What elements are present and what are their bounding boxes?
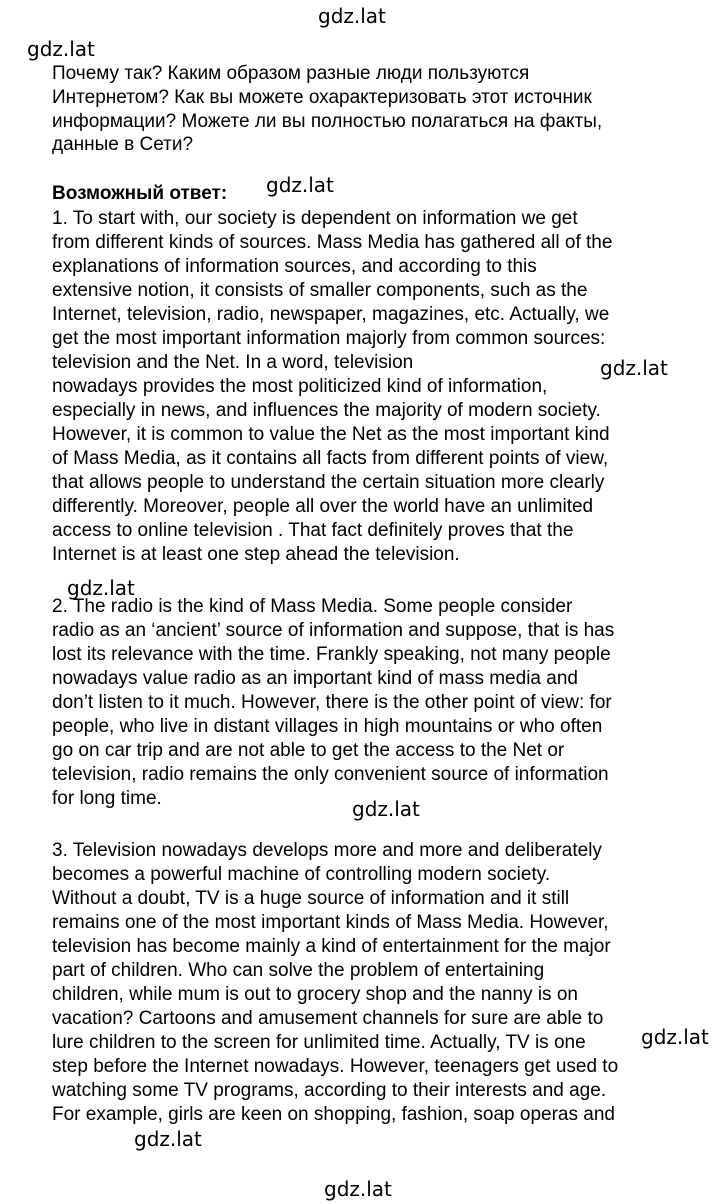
paragraph-line: from different kinds of sources. Mass Media has gathered all of the [52,232,613,253]
watermark: gdz.lat [27,37,95,61]
paragraph-line: 3. Television nowadays develops more and more and deliberately [52,840,602,861]
paragraph-line: vacation? Cartoons and amusement channels for sure are able to [52,1008,604,1029]
paragraph-line: step before the Internet nowadays. However, teenagers get used to [52,1056,619,1077]
paragraph-line: television, radio remains the only convenient source of information [52,764,609,785]
intro-line: информации? Можете ли вы полностью полагаться на факты, [52,111,603,132]
paragraph-line: lure children to the screen for unlimited time. Actually, TV is one [52,1032,586,1053]
paragraph-line: for long time. [52,788,162,809]
paragraph-line: television and the Net. In a word, television [52,352,414,373]
paragraph-line: watching some TV programs, according to their interests and age. [52,1080,607,1101]
paragraph-line: Internet, television, radio, newspaper, magazines, etc. Actually, we [52,304,610,325]
paragraph-line: lost its relevance with the time. Frankly speaking, not many people [52,644,611,665]
paragraph-line: explanations of information sources, and according to this [52,256,537,277]
paragraph-line: access to online television . That fact definitely proves that the [52,520,574,541]
paragraph-line: differently. Moreover, people all over the world have an unlimited [52,496,594,517]
paragraph-line: 1. To start with, our society is dependent on information we get [52,208,578,229]
watermark: gdz.lat [641,1025,709,1049]
intro-line: Интернетом? Как вы можете охарактеризовать этот источник [52,87,592,108]
paragraph-line: get the most important information majorly from common sources: [52,328,606,349]
paragraph-line: extensive notion, it consists of smaller components, such as the [52,280,588,301]
watermark: gdz.lat [352,797,420,821]
intro-line: данные в Сети? [52,134,194,155]
watermark: gdz.lat [266,173,334,197]
watermark: gdz.lat [67,576,135,600]
paragraph-line: nowadays value radio as an important kind of mass media and [52,668,578,689]
paragraph-line: radio as an ‘ancient’ source of information and suppose, that is has [52,620,615,641]
watermark: gdz.lat [324,1177,392,1201]
watermark: gdz.lat [318,4,386,28]
paragraph-line: go on car trip and are not able to get the access to the Net or [52,740,565,761]
watermark: gdz.lat [134,1127,202,1151]
paragraph-line: part of children. Who can solve the problem of entertaining [52,960,545,981]
paragraph-line: that allows people to understand the certain situation more clearly [52,472,605,493]
paragraph-line: children, while mum is out to grocery shop and the nanny is on [52,984,578,1005]
paragraph-line: especially in news, and influences the majority of modern society. [52,400,601,421]
paragraph-line: However, it is common to value the Net as the most important kind [52,424,610,445]
answer-heading: Возможный ответ: [52,183,228,204]
paragraph-line: people, who live in distant villages in high mountains or who often [52,716,603,737]
paragraph-line: television has become mainly a kind of entertainment for the major [52,936,611,957]
watermark: gdz.lat [600,356,668,380]
paragraph-line: remains one of the most important kinds of Mass Media. However, [52,912,609,933]
paragraph-line: nowadays provides the most politicized kind of information, [52,376,548,397]
paragraph-line: 2. The radio is the kind of Mass Media. Some people consider [52,596,573,617]
paragraph-line: of Mass Media, as it contains all facts from different points of view, [52,448,609,469]
paragraph-line: For example, girls are keen on shopping, fashion, soap operas and [52,1104,615,1125]
intro-line: Почему так? Каким образом разные люди пользуются [52,63,530,84]
paragraph-line: don’t listen to it much. However, there is the other point of view: for [52,692,612,713]
paragraph-line: Without a doubt, TV is a huge source of information and it still [52,888,570,909]
paragraph-line: becomes a powerful machine of controlling modern society. [52,864,551,885]
paragraph-line: Internet is at least one step ahead the television. [52,544,460,565]
